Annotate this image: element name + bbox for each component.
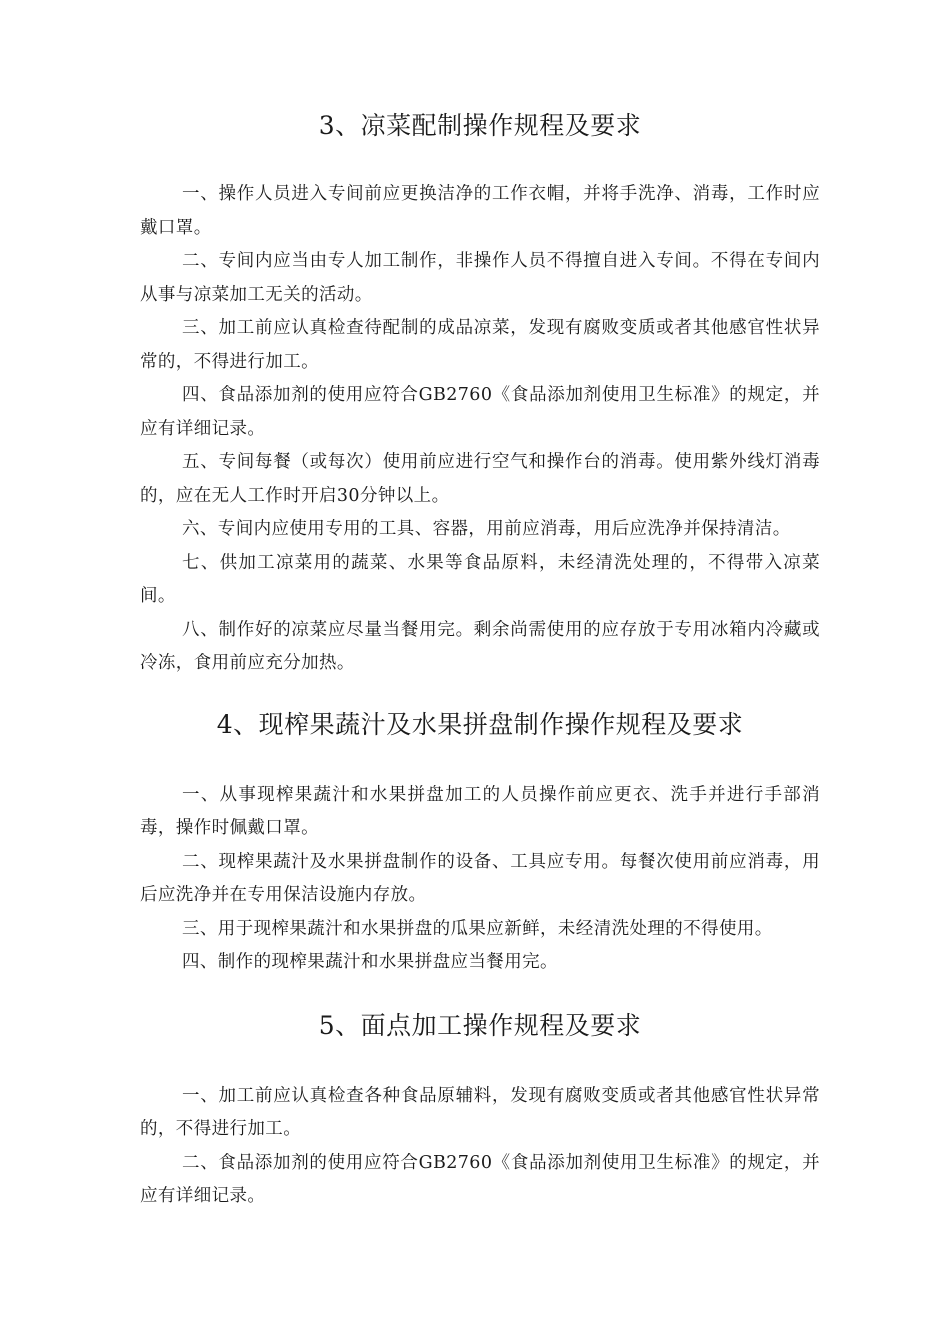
paragraph: 二、专间内应当由专人加工制作，非操作人员不得擅自进入专间。不得在专间内从事与凉菜加工无关的活动。 [140, 251, 820, 305]
paragraph: 三、用于现榨果蔬汁和水果拼盘的瓜果应新鲜，未经清洗处理的不得使用。 [182, 918, 773, 939]
section-heading: 3、凉菜配制操作规程及要求 [318, 111, 642, 140]
paragraph: 一、加工前应认真检查各种食品原辅料，发现有腐败变质或者其他感官性状异常的，不得进行加工。 [140, 1085, 820, 1139]
section-heading: 4、现榨果蔬汁及水果拼盘制作操作规程及要求 [216, 709, 744, 739]
paragraph: 八、制作好的凉菜应尽量当餐用完。剩余尚需使用的应存放于专用冰箱内冷藏或冷冻，食用前应充分加热。 [140, 619, 820, 673]
paragraph: 二、食品添加剂的使用应符合GB2760《食品添加剂使用卫生标准》的规定，并应有详细记录。 [140, 1152, 820, 1206]
section-heading: 5、面点加工操作规程及要求 [318, 1010, 642, 1040]
section-cold-dishes [140, 108, 820, 681]
paragraph: 四、制作的现榨果蔬汁和水果拼盘应当餐用完。 [182, 952, 558, 972]
paragraph: 五、专间每餐（或每次）使用前应进行空气和操作台的消毒。使用紫外线灯消毒的，应在无人工作时开启30分钟以上。 [140, 452, 820, 506]
paragraph: 四、食品添加剂的使用应符合GB2760《食品添加剂使用卫生标准》的规定，并应有详细记录。 [140, 385, 820, 439]
paragraph: 一、操作人员进入专间前应更换洁净的工作衣帽，并将手洗净、消毒，工作时应戴口罩。 [140, 184, 820, 238]
paragraph: 三、加工前应认真检查待配制的成品凉菜，发现有腐败变质或者其他感官性状异常的，不得进行加工。 [140, 318, 820, 372]
section-pastry [140, 1008, 820, 1214]
paragraph: 一、从事现榨果蔬汁和水果拼盘加工的人员操作前应更衣、洗手并进行手部消毒，操作时佩戴口罩。 [140, 784, 820, 838]
paragraph: 二、现榨果蔬汁及水果拼盘制作的设备、工具应专用。每餐次使用前应消毒，用后应洗净并在专用保洁设施内存放。 [140, 851, 820, 905]
document-body [140, 108, 820, 1214]
paragraph: 七、供加工凉菜用的蔬菜、水果等食品原料，未经清洗处理的，不得带入凉菜间。 [140, 552, 820, 606]
paragraph: 六、专间内应使用专用的工具、容器，用前应消毒，用后应洗净并保持清洁。 [182, 519, 791, 539]
section-juice-fruit-platter [140, 707, 820, 980]
